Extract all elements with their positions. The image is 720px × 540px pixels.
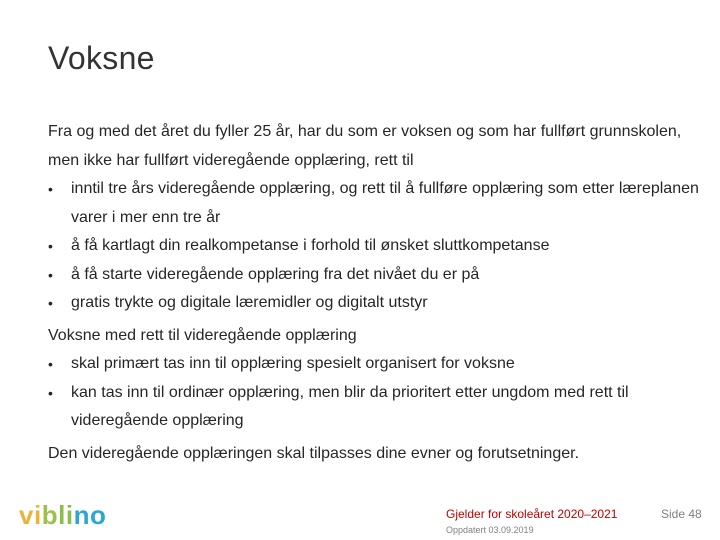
- bullet-icon: •: [48, 238, 53, 254]
- list-item: • inntil tre års videregående opplæring, og rett til å fullføre opplæring som etter læreplanen varer i mer enn tre år: [48, 175, 708, 232]
- admission-list: [48, 350, 708, 436]
- list-item: • skal primært tas inn til opplæring spesielt organisert for voksne: [48, 350, 708, 379]
- bullet-icon: •: [48, 181, 53, 197]
- logo-letter: v: [19, 500, 34, 530]
- list-item: • gratis trykte og digitale læremidler og digitalt utstyr: [48, 289, 708, 318]
- slide-body: [48, 118, 708, 468]
- logo-letter: n: [73, 500, 90, 530]
- list-item: • kan tas inn til ordinær opplæring, men blir da prioritert etter ungdom med rett til videregående opplæring: [48, 379, 708, 436]
- slide-title: Voksne: [48, 40, 155, 76]
- list-item: • å få kartlagt din realkompetanse i forhold til ønsket sluttkompetanse: [48, 232, 708, 261]
- rights-list: [48, 175, 708, 318]
- list-item: • å få starte videregående opplæring fra det nivået du er på: [48, 261, 708, 290]
- subheading: Voksne med rett til videregående opplæring: [48, 326, 357, 344]
- bullet-icon: •: [48, 356, 53, 372]
- logo-letter: l: [58, 500, 66, 530]
- updated-date: Oppdatert 03.09.2019: [446, 525, 534, 535]
- logo-letter: i: [65, 500, 74, 530]
- logo-letter: b: [41, 500, 59, 530]
- school-year-note: Gjelder for skoleåret 2020–2021: [446, 507, 618, 521]
- intro-text: Fra og med det året du fyller 25 år, har du som er voksen og som har fullført grunnskolen, men ikke har fullført videregående opplæring, rett til: [48, 123, 682, 169]
- vilbo-logo: [19, 500, 106, 531]
- page-number: Side 48: [661, 507, 702, 521]
- logo-letter: o: [89, 500, 107, 530]
- bullet-icon: •: [48, 266, 53, 283]
- logo-letter: i: [33, 500, 42, 530]
- closing-text: Den videregående opplæringen skal tilpasses dine evner og forutsetninger.: [48, 444, 580, 462]
- bullet-icon: •: [48, 295, 53, 311]
- bullet-icon: •: [48, 384, 53, 401]
